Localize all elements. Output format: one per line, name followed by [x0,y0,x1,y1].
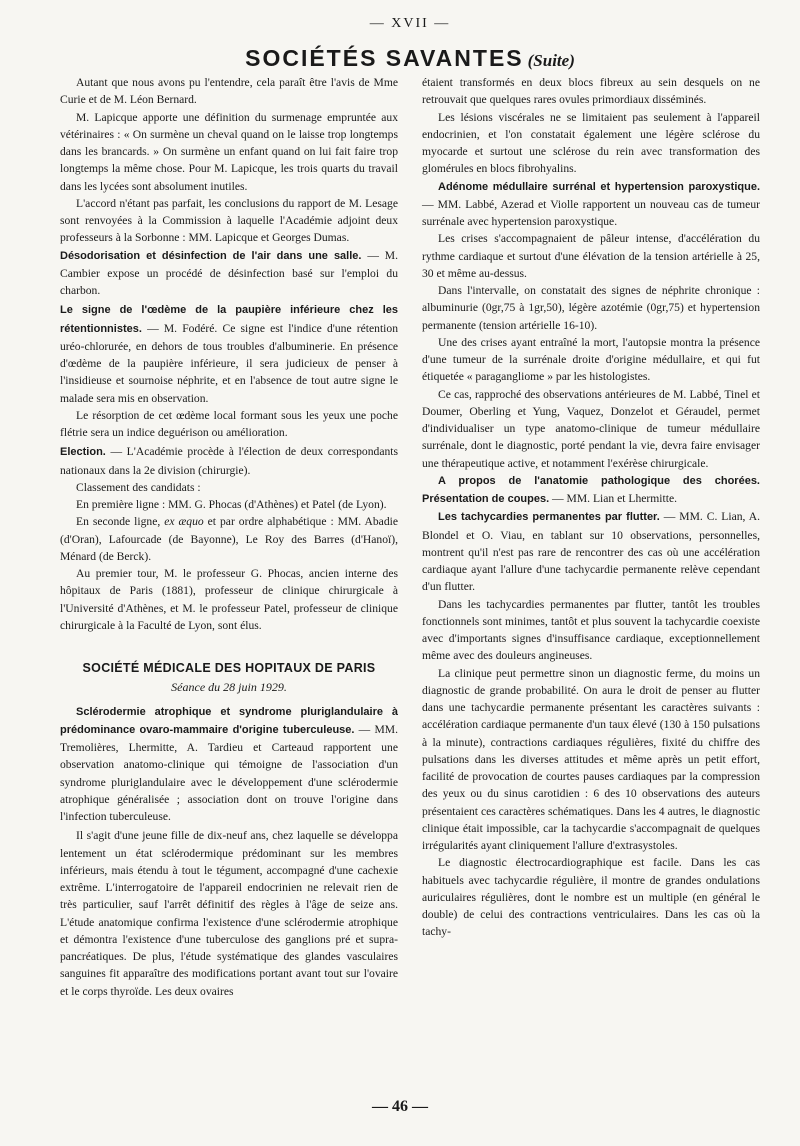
paragraph-heading: A propos de l'anatomie pathologique des chorées. Présentation de coupes. [422,474,760,505]
paragraph: Les lésions viscérales ne se limitaient pas seulement à l'appareil endocrinien, et l'on constatait également une légère sclérose du myocarde et surtout une sclérose du rein avec transformation des glomérules en blocs fibrohyalins. [422,110,760,176]
paragraph-heading: Sclérodermie atrophique et syndrome pluriglandulaire à prédominance ovaro-mammaire d'origine tuberculeuse. [60,705,398,736]
paragraph: Le diagnostic électrocardiographique est facile. Dans les cas habituels avec tachycardie régulière, il montre de grandes ondulations auriculaires régulières, dont le nombre est un multiple (en général le double) de celui des contractions ventriculaires. Dans les cas où la tachy- [422,856,760,939]
title-suffix: (Suite) [527,51,575,70]
paragraph: Il s'agit d'une jeune fille de dix-neuf ans, chez laquelle se développa lentement un état sclérodermique prédominant sur les membres inférieurs, mais étendu à tout le tégument, accompagné d'une cachexie extrême. L'interrogatoire de l'appareil endocrinien ne relevait rien de très particulier, sauf l'arrêt définitif des règles à l'âge de seize ans. L'étude anatomique confirma l'existence d'une sclérodermie atrophique et démontra l'existence d'une tuberculose des ganglions pré et supra-pancréatiques. De plus, l'étude systématique des glandes vasculaires sanguines fit apparaître des modifications portant avant tout sur l'ovaire et le corps thyroïde. Les deux ovaires [60,829,398,998]
paragraph-text: En seconde ligne, [76,515,165,529]
title-main: SOCIÉTÉS SAVANTES [245,45,524,71]
paragraph [60,513,398,565]
paragraph-body: — L'Académie procède à l'élection de deux correspondants nationaux dans la 2e division (chirurgie). [60,445,398,477]
paragraph: En première ligne : MM. G. Phocas (d'Athènes) et Patel (de Lyon). [76,498,387,511]
page-title [60,42,760,74]
paragraph [422,472,760,509]
paragraph-body: — M. Fodéré. Ce signe est l'indice d'une rétention uréo-chlorurée, en dehors de tous troubles d'albuminerie. En présence d'œdème de la paupière inférieure, il sera judicieux de penser à l'insidieuse et sournoise néphrite, et en l'absence de tout autre signe le malade sera mis en observation. [60,321,398,405]
paragraph-heading: Adénome médullaire surrénal et hypertension paroxystique. [438,180,760,193]
paragraph: La clinique peut permettre sinon un diagnostic ferme, du moins un diagnostic de grande probabilité. On aura le droit de penser au flutter dans une tachycardie permanente présentant les caractères suivants : accélération cardiaque permanente d'un taux élevé (130 à 150 pulsations à la minute), contractions cardiaques régulières, fixité du chiffre des pulsations dans les diverses attitudes et même après un petit effort, facilité de provocation de courtes pauses cardiaques par la compression des yeux ou du sinus carotidien : 6 des 10 observations des auteurs présentaient ces caractères schématiques. Dans les 4 autres, le diagnostic clinique était impossible, car la tachycardie s'accompagnait de quelques irrégularités ayant cliniquement l'allure d'extrasystoles. [422,666,760,852]
page-number: — 46 — [372,1098,428,1115]
paragraph: Dans les tachycardies permanentes par flutter, tantôt les troubles fonctionnels sont minimes, tantôt et plus souvent la tachycardie coexiste avec d'importants signes d'insuffisance cardiaque, exceptionnellement même avec des douleurs angineuses. [422,597,760,663]
paragraph: étaient transformés en deux blocs fibreux au sein desquels on ne retrouvait que quelques rares ovules primordiaux disséminés. [422,76,760,107]
section-title: SOCIÉTÉ MÉDICALE DES HOPITAUX DE PARIS [82,661,376,675]
paragraph-heading: Le signe de l'œdème de la paupière inférieure chez les rétentionnistes. [60,304,398,335]
paragraph-heading: Election. [60,446,106,459]
paragraph: Dans l'intervalle, on constatait des signes de néphrite chronique : albuminurie (0gr,75 à 1gr,50), légère azotémie (0gr,75) et hypertension permanente (tension artérielle 16-10). [422,284,760,332]
paragraph: Autant que nous avons pu l'entendre, cela paraît être l'avis de Mme Curie et de M. Léon Bernard. [60,76,398,107]
paragraph: Une des crises ayant entraîné la mort, l'autopsie montra la présence d'une tumeur de la surrénale droite d'origine médullaire, et qui fut étiquetée « paragangliome » par les histologistes. [422,335,760,384]
section-date: Séance du 28 juin 1929. [171,680,287,695]
paragraph-body: — MM. C. Lian, A. Blondel et O. Viau, en tablant sur 10 observations, personnelles, montrent qu'il n'est pas rare de rencontrer des cas où une accélération cardiaque ayant l'allure d'une tachycardie permanente relève cependant d'un flutter. [422,510,760,594]
paragraph-body: — MM. Labbé, Azerad et Violle rapportent un nouveau cas de tumeur surrénale avec hypertension paroxystique. [422,197,760,228]
text-columns [60,74,760,1000]
paragraph [60,247,398,300]
paragraph: Les crises s'accompagnaient de pâleur intense, d'accélération du rythme cardiaque et surtout d'une élévation de la tension artérielle à 25, 30 et même au-dessus. [422,232,760,280]
paragraph [60,443,398,479]
paragraph-text: et par ordre alphabétique : MM. Abadie (d'Oran), Lafourcade (de Bayonne), Le Roy des Barres (d'Hanoï), Ménard (de Berck). [60,515,398,563]
paragraph [60,703,398,826]
right-column [422,74,760,1000]
paragraph-heading: Les tachycardies permanentes par flutter. [438,511,660,524]
paragraph: Ce cas, rapproché des observations antérieures de M. Labbé, Tinel et Doumer, Oberling et Yung, Vaquez, Donzelot et Géraudel, permet d'individualiser un type anatomo-clinique de tumeur médullaire surrénale, dont le diagnostic, porté pendant la vie, devra faire envisager une thérapeutique active, et notamment l'exérèse chirurgicale. [422,387,760,470]
paragraph-body: — MM. Lian et Lhermitte. [549,492,677,505]
left-column [60,74,398,1000]
paragraph: Le résorption de cet œdème local formant sous les yeux une poche flétrie sera un indice deguérison ou amélioration. [60,408,398,439]
paragraph: L'accord n'étant pas parfait, les conclusions du rapport de M. Lesage sont renvoyées à la Commission à laquelle l'Académie adjoint deux professeurs à la Sorbonne : MM. Lapicque et Georges Dumas. [60,196,398,245]
roman-page-number: — XVII — [369,16,451,31]
paragraph [422,178,760,231]
paragraph [60,301,398,407]
paragraph: Au premier tour, M. le professeur G. Phocas, ancien interne des hôpitaux de Paris (1881), professeur de clinique chirurgicale à l'Université d'Athènes, et M. le professeur Patel, professeur de clinique chirurgicale à la Faculté de Lyon, sont élus. [60,567,398,632]
paragraph: Classement des candidats : [76,480,201,494]
paragraph-body: — M. Cambier expose un procédé de désinfection basé sur l'emploi du charbon. [60,248,398,297]
paragraph-heading: Désodorisation et désinfection de l'air dans une salle. [60,249,362,262]
latin-phrase: ex æquo [164,515,204,529]
paragraph: M. Lapicque apporte une définition du surmenage empruntée aux vétérinaires : « On surmène un cheval quand on le laisse trop longtemps dans les brancards. » On surmène un enfant quand on lui fait faire trop longtemps la même chose. Pour M. Lapicque, les trois quarts du travail dans les lycées sont absolument inutiles. [60,110,398,193]
paragraph-body: — MM. Tremolières, Lhermitte, A. Tardieu et Carteaud rapportent une observation anatomo-clinique qui témoigne de l'association d'un syndrome pluriglandulaire avec le développement d'une sclérodermie atrophique généralisée ; association dont on trouve l'origine dans l'infection tuberculeuse. [60,722,398,823]
paragraph [422,508,760,595]
